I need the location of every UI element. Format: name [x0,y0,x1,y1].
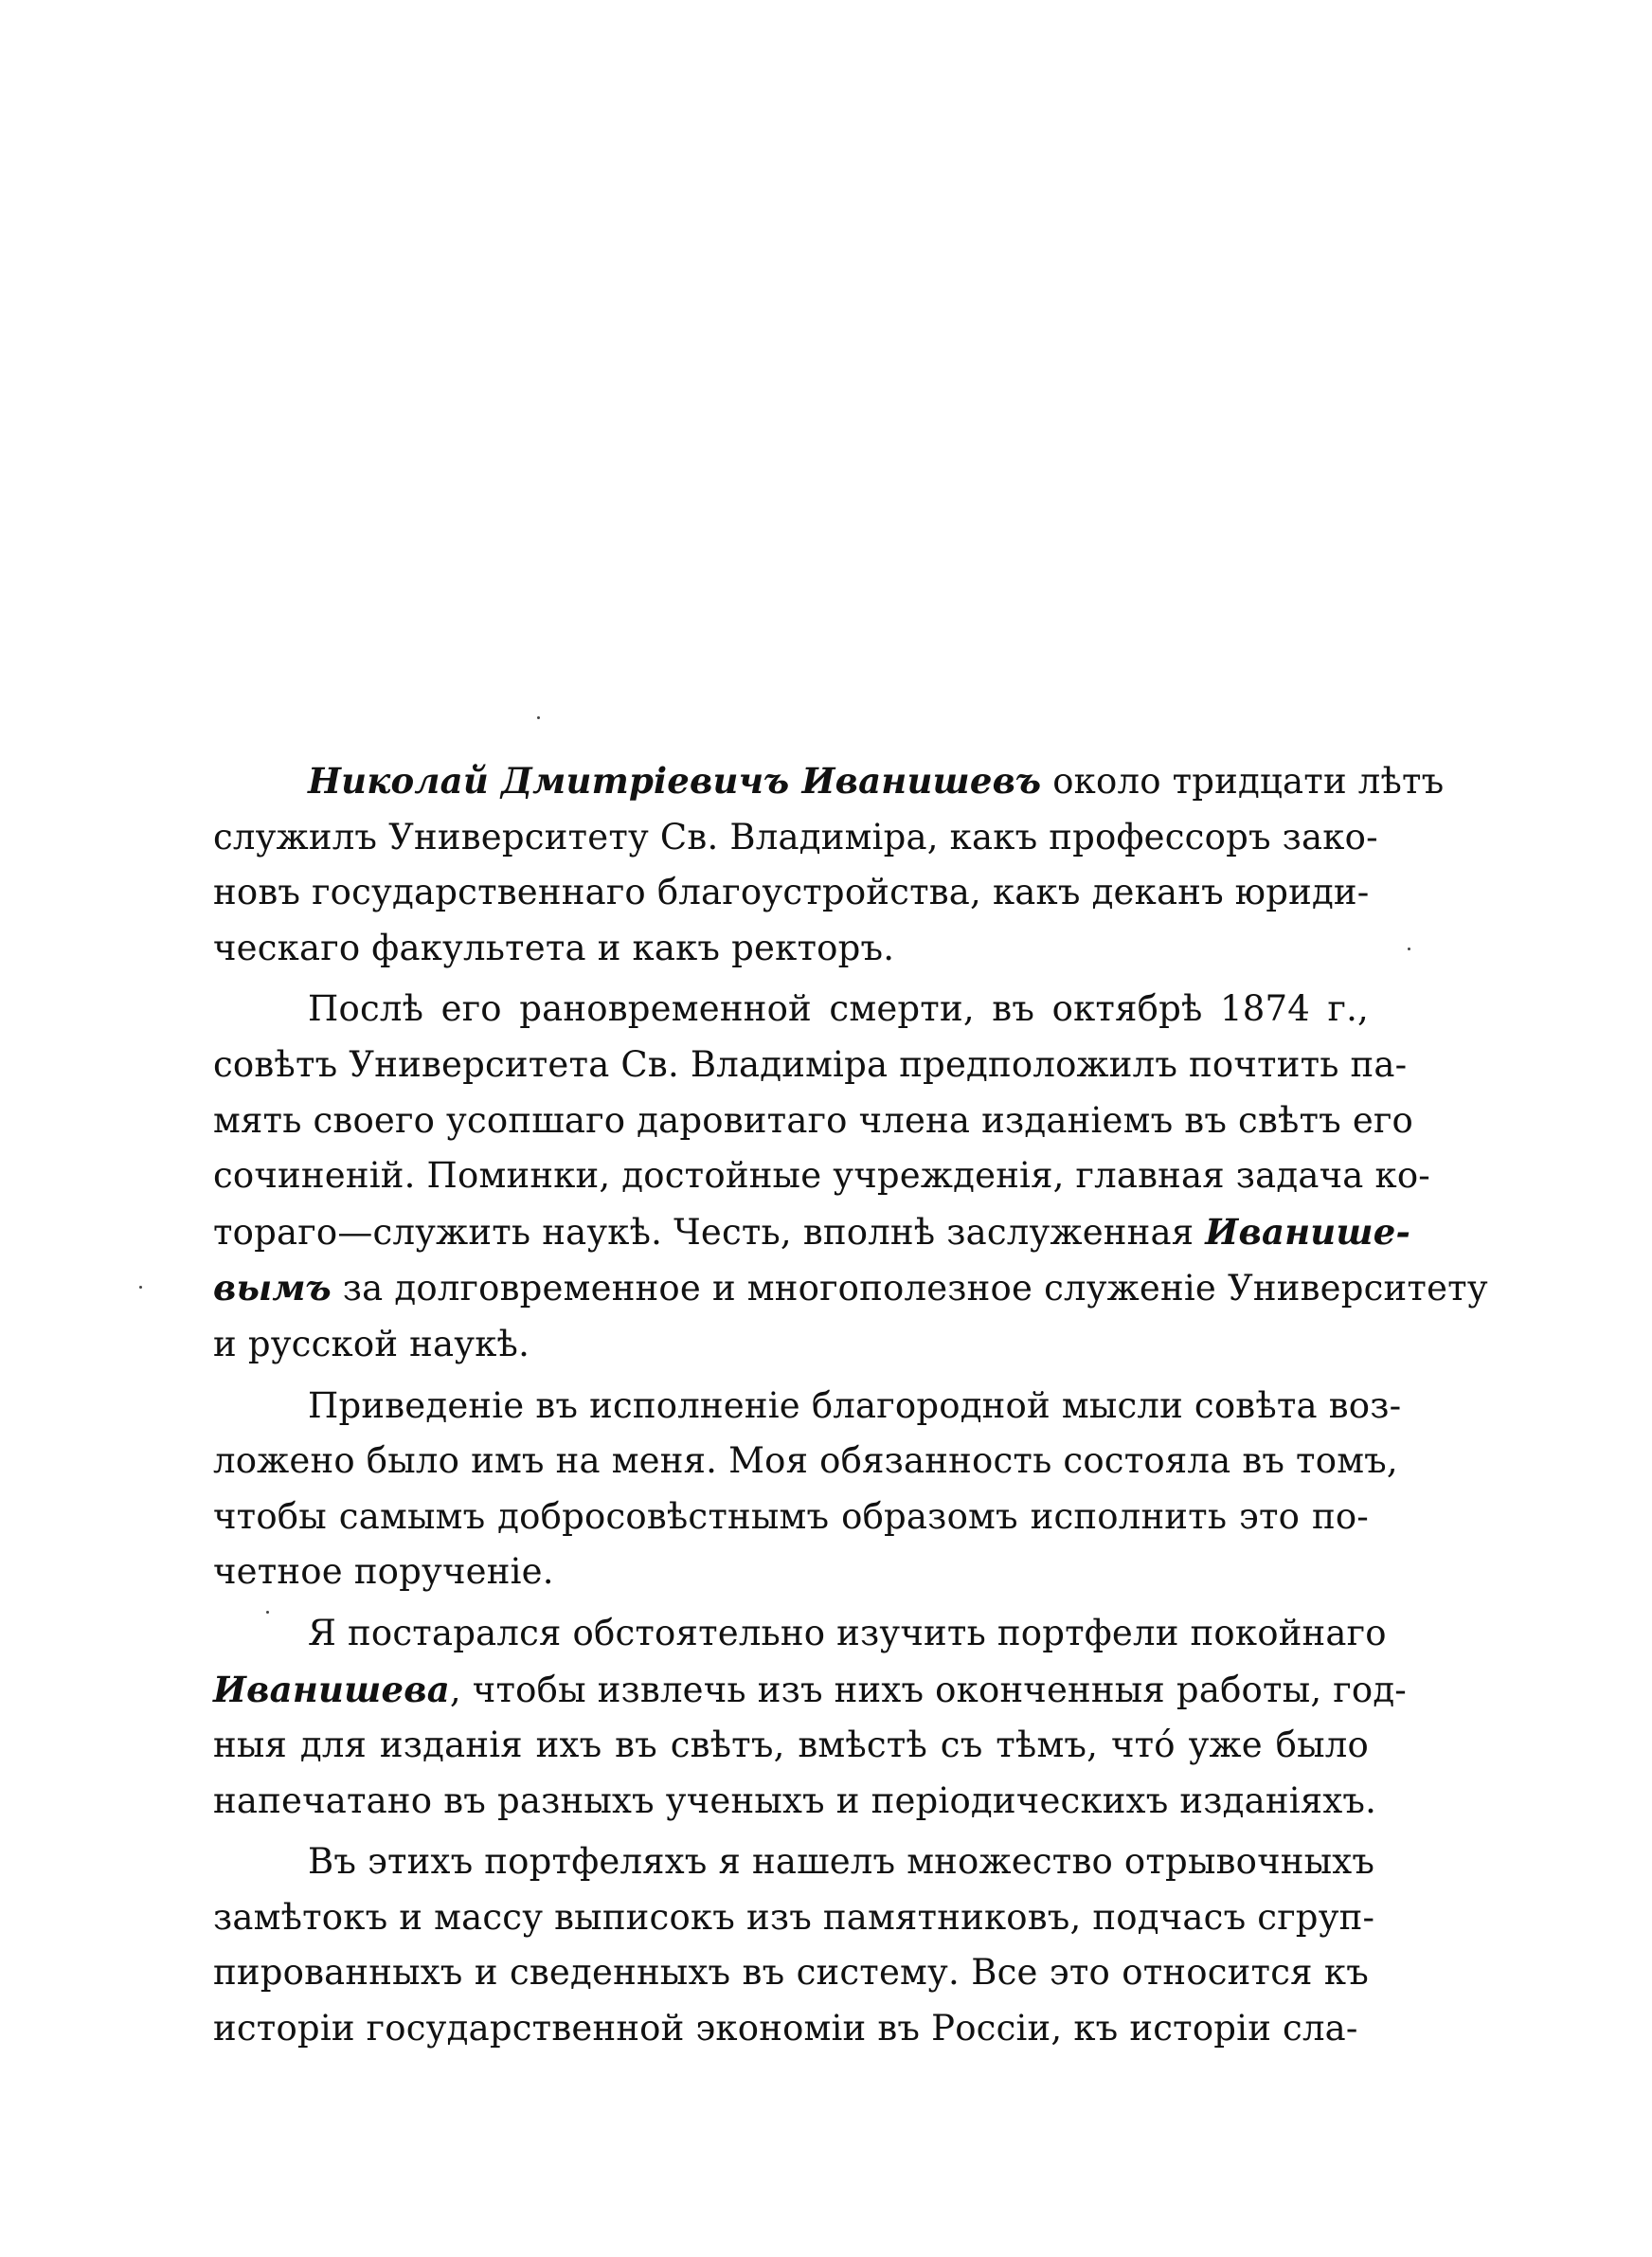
paragraph [213,1834,1375,2056]
text-line [213,1834,1375,1890]
text-line [213,1774,1377,1830]
paragraph [213,982,1488,1372]
text-run: исторіи государственной экономіи въ Россіи, къ исторіи сла- [213,2008,1358,2049]
text-run: чтобы самымъ добросовѣстнымъ образомъ исполнить это по- [213,1495,1369,1537]
text-run: замѣтокъ и массу выписокъ изъ памятниковъ, подчасъ сгруп- [213,1896,1375,1938]
text-run: около тридцати лѣтъ [1041,761,1445,802]
text-line [213,1662,1408,1719]
text-run: Послѣ его рановременной смерти, въ октябрѣ 1874 г., [308,988,1369,1030]
text-run: ложено было имъ на меня. Моя обязанность состояла въ томъ, [213,1440,1398,1482]
text-line [213,1148,1431,1204]
text-line [213,2001,1369,2057]
text-line [213,921,1369,977]
text-line [213,1093,1414,1149]
italic-name: Иванише- [1205,1210,1411,1253]
text-line [213,1890,1375,1946]
text-line [213,753,1445,810]
text-run: сочиненій. Поминки, достойные учрежденія, главная задача ко- [213,1155,1431,1197]
text-run: совѣтъ Университета Св. Владиміра предположилъ почтить па- [213,1043,1408,1085]
text-run: ческаго факультета и какъ ректоръ. [213,927,895,968]
text-line [213,1260,1488,1317]
paragraph [213,1606,1408,1829]
text-run: тораго—служить наукѣ. Честь, вполнѣ заслуженная [213,1211,1206,1253]
text-line [213,1718,1369,1774]
text-run: Я постарался обстоятельно изучить портфели покойнаго [308,1612,1387,1653]
text-run: мять своего усопшаго даровитаго члена изданіемъ въ свѣтъ его [213,1099,1414,1141]
text-line [213,982,1369,1038]
text-run: Приведеніе въ исполненіе благородной мысли совѣта воз- [308,1384,1402,1426]
text-run: новъ государственнаго благоустройства, какъ деканъ юриди- [213,872,1370,913]
print-speck [139,1286,142,1289]
text-line [213,810,1378,866]
text-run: ныя для изданія ихъ въ свѣтъ, вмѣстѣ съ тѣмъ, что́ уже было [213,1724,1369,1766]
text-run: и русской наукѣ. [213,1323,530,1364]
text-run: Въ этихъ портфеляхъ я нашелъ множество отрывочныхъ [308,1841,1375,1883]
body-text [213,753,1488,2057]
text-run: за долговременное и многополезное служеніе Университету [331,1268,1488,1309]
text-run: напечатано въ разныхъ ученыхъ и періодическихъ изданіяхъ. [213,1779,1377,1821]
text-line [213,1038,1408,1093]
print-speck [1408,948,1410,950]
italic-name: вымъ [213,1267,332,1309]
text-line [213,1434,1398,1490]
text-run: четное порученіе. [213,1551,554,1593]
print-speck [537,716,540,719]
italic-name: Николай Дмитріевичъ Иванишевъ [308,760,1042,802]
italic-name: Иванишева [213,1668,450,1710]
paragraph [213,753,1445,976]
text-line [213,1317,1369,1373]
text-run: пированныхъ и сведенныхъ въ систему. Все это относится къ [213,1952,1369,1994]
text-line [213,1544,1369,1600]
text-line [213,1606,1387,1662]
text-line [213,1490,1369,1545]
text-line [213,1945,1369,2001]
paragraph [213,1379,1402,1600]
text-line [213,865,1369,921]
text-line [213,1204,1411,1261]
text-run: служилъ Университету Св. Владиміра, какъ профессоръ зако- [213,816,1378,858]
text-run: , чтобы извлечь изъ нихъ оконченныя работы, год- [449,1669,1408,1710]
text-line [213,1379,1402,1435]
